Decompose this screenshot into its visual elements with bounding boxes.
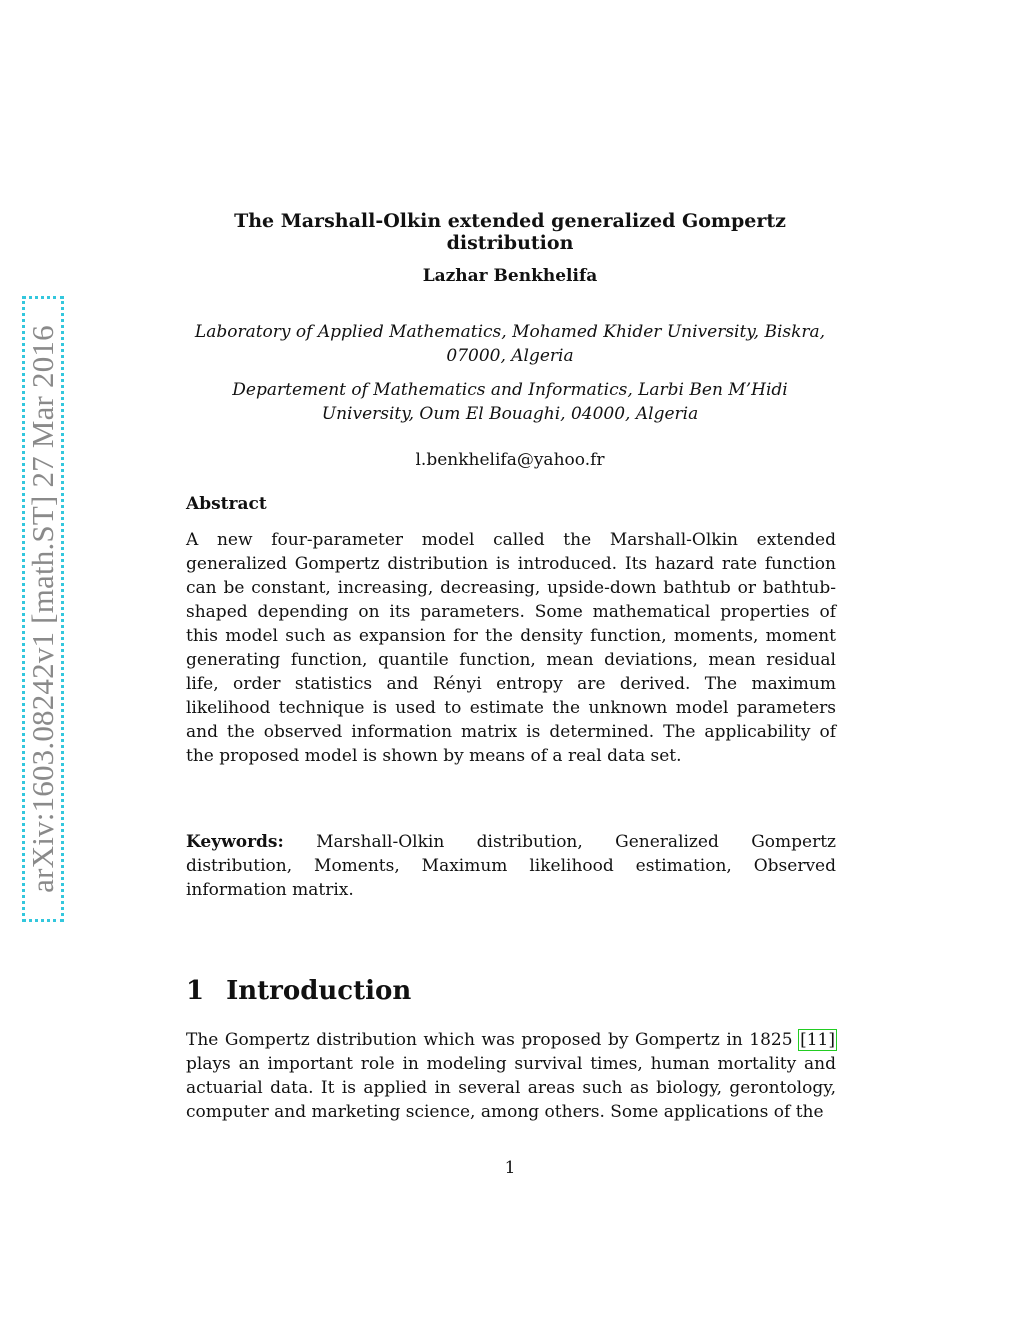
arxiv-identifier: arXiv:1603.08242v1 [math.ST] 27 Mar 2016	[25, 325, 60, 893]
page-number: 1	[504, 1158, 516, 1178]
affiliation-2	[185, 378, 835, 426]
keywords-block	[186, 830, 836, 902]
affiliation-1-line-2: 07000, Algeria	[446, 346, 574, 366]
affiliation-2-line-1: Departement of Mathematics and Informatics, Larbi Ben M’Hidi	[232, 380, 788, 400]
abstract-text: A new four-parameter model called the Marshall-Olkin extended generalized Gompertz distribution is introduced. Its hazard rate function can be constant, increasing, decreasing, upside-down bathtub or bathtub-shaped depending on its parameters. Some mathematical properties of this model such as expansion for the density function, moments, moment generating function, quantile function, mean deviations, mean residual life, order statistics and Rényi entropy are derived. The maximum likelihood technique is used to estimate the unknown model parameters and the observed information matrix is determined. The applicability of the proposed model is shown by means of a real data set.	[186, 530, 836, 766]
abstract-heading: Abstract	[186, 494, 267, 514]
affiliation-1	[185, 320, 835, 368]
arxiv-stamp	[22, 296, 64, 922]
author-name: Lazhar Benkhelifa	[422, 266, 598, 286]
keywords-label: Keywords:	[186, 832, 284, 852]
affiliation-2-line-2: University, Oum El Bouaghi, 04000, Algeria	[321, 404, 699, 424]
section-number: 1	[186, 976, 205, 1006]
introduction-text	[186, 1028, 836, 1124]
intro-text-part-1: The Gompertz distribution which was proposed by Gompertz in 1825	[186, 1030, 800, 1050]
author-email: l.benkhelifa@yahoo.fr	[415, 450, 605, 470]
intro-text-part-2: plays an important role in modeling survival times, human mortality and actuarial data. It is applied in several areas such as biology, gerontology, computer and marketing science, among others. Some applications of the	[186, 1054, 836, 1122]
keywords-text: Marshall-Olkin distribution, Generalized Gompertz distribution, Moments, Maximum likelihood estimation, Observed information matrix.	[186, 832, 836, 900]
section-title: Introduction	[226, 976, 412, 1006]
citation-link[interactable]: [11]	[800, 1030, 835, 1050]
affiliation-1-line-1: Laboratory of Applied Mathematics, Mohamed Khider University, Biskra,	[194, 322, 826, 342]
paper-title: The Marshall-Olkin extended generalized Gompertz distribution	[234, 210, 786, 254]
section-heading-introduction	[186, 976, 411, 1006]
